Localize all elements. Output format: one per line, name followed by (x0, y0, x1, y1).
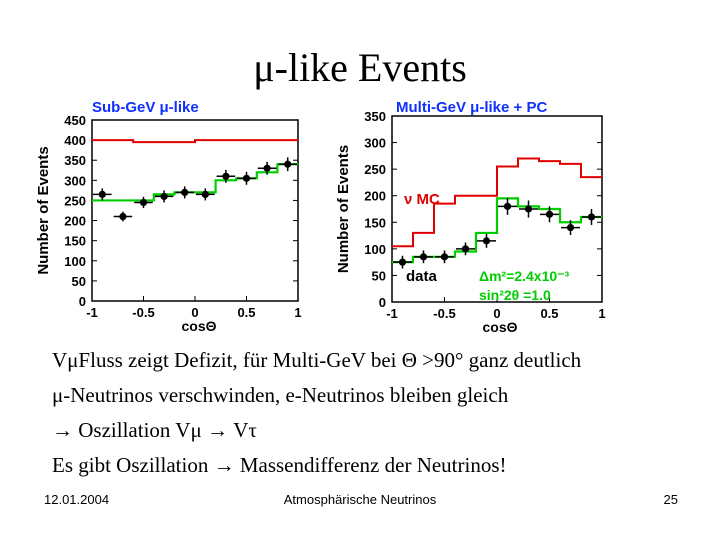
data-point (140, 199, 147, 206)
footer-title: Atmosphärische Neutrinos (283, 492, 437, 507)
sub-gev-chart (34, 92, 310, 340)
sin2-legend-label: sin²2θ =1.0 (479, 287, 551, 303)
data-point (567, 224, 574, 231)
data-point (99, 191, 106, 198)
footer-date: 12.01.2004 (44, 492, 110, 507)
y-tick-label: 350 (64, 153, 86, 169)
plot-frame (92, 120, 298, 301)
bullet-list (52, 343, 692, 483)
y-axis-label: Number of Events (335, 144, 352, 274)
y-axis-label: Number of Events (35, 146, 52, 275)
data-point (525, 205, 532, 212)
mc-histogram (92, 140, 298, 142)
x-tick-label: 0.5 (540, 306, 559, 321)
y-tick-label: 50 (71, 273, 86, 289)
y-tick-label: 200 (64, 213, 86, 229)
data-point (399, 259, 406, 266)
data-point (441, 253, 448, 260)
data-point (243, 175, 250, 182)
sub-gev-chart-svg (34, 92, 310, 340)
y-tick-label: 50 (371, 268, 386, 284)
x-tick-label: 0 (493, 306, 501, 321)
y-tick-label: 350 (364, 109, 386, 124)
y-tick-label: 100 (364, 241, 386, 257)
data-point (161, 193, 168, 200)
data-point (202, 191, 209, 198)
x-tick-label: 0 (191, 305, 199, 320)
data-legend-label: data (406, 268, 437, 285)
chart-title: Multi-GeV μ-like + PC (396, 99, 548, 116)
x-tick-label: 1 (294, 305, 302, 320)
data-point (222, 173, 229, 180)
data-point (546, 211, 553, 218)
y-tick-label: 400 (64, 133, 86, 149)
data-point (462, 245, 469, 252)
mc-legend-label: ν MC (404, 191, 440, 208)
x-tick-label: 0.5 (237, 305, 256, 320)
x-tick-label: 1 (598, 306, 606, 321)
data-point (264, 165, 271, 172)
data-point (181, 189, 188, 196)
y-tick-label: 0 (378, 295, 386, 310)
x-tick-label: -1 (86, 305, 98, 320)
y-tick-label: 100 (64, 253, 86, 269)
x-axis-label: cosΘ (181, 318, 217, 334)
x-tick-label: -0.5 (433, 306, 456, 321)
x-tick-label: -0.5 (132, 305, 155, 320)
y-tick-label: 300 (64, 173, 86, 189)
data-point (504, 203, 511, 210)
bullet-line-2: μ-Neutrinos verschwinden, e-Neutrinos bleiben gleich (52, 383, 509, 407)
multi-gev-chart-svg (330, 92, 610, 340)
data-point (119, 213, 126, 220)
slide-title: μ-like Events (253, 45, 467, 90)
data-point (588, 213, 595, 220)
data-point (420, 253, 427, 260)
y-tick-label: 450 (64, 113, 86, 128)
chart-title: Sub-GeV μ-like (92, 99, 199, 116)
data-point (483, 237, 490, 244)
x-axis-label: cosΘ (482, 319, 518, 335)
y-tick-label: 0 (78, 294, 86, 309)
bullet-line-1: VμFluss zeigt Defizit, für Multi-GeV bei Θ >90° ganz deutlich (52, 348, 582, 372)
dm2-legend-label: Δm²=2.4x10⁻³ (479, 268, 570, 284)
x-tick-label: -1 (386, 306, 398, 321)
bullet-line-4: Es gibt Oszillation → Massendifferenz der Neutrinos! (52, 453, 507, 477)
y-tick-label: 250 (64, 193, 86, 209)
data-point (284, 161, 291, 168)
page-number: 25 (663, 492, 678, 507)
y-tick-label: 150 (364, 215, 386, 231)
y-tick-label: 300 (364, 135, 386, 151)
y-tick-label: 150 (64, 233, 86, 249)
bullet-line-3: → Oszillation Vμ → Vτ (52, 418, 257, 442)
multi-gev-chart (330, 92, 610, 340)
y-tick-label: 200 (364, 188, 386, 204)
y-tick-label: 250 (364, 162, 386, 178)
